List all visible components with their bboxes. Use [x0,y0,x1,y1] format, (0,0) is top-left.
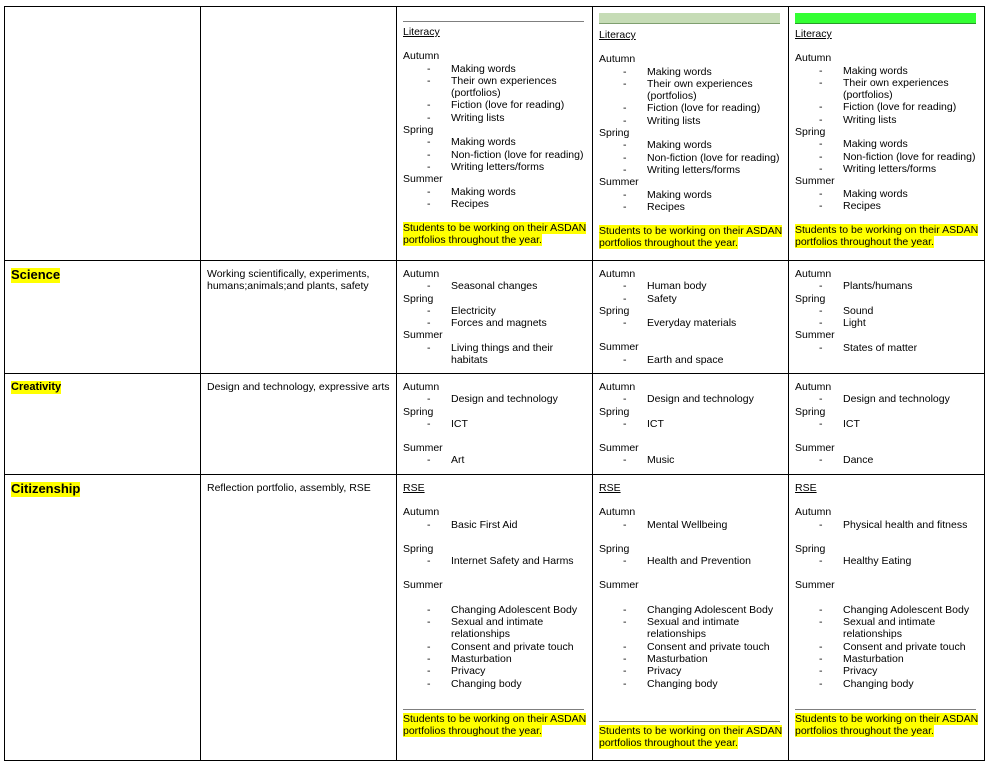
list-item: - Changing Adolescent Body [623,603,774,616]
year-cell [593,261,789,374]
term-label: Summer [795,175,835,188]
list-item: - Masturbation [819,652,904,665]
subject-cell [5,374,201,475]
description-cell [201,261,397,374]
year-cell [789,7,985,261]
list-item: - Non-fiction (love for reading) [427,148,584,161]
year-cell [789,475,985,761]
list-item: - Privacy [819,665,878,678]
table-row [5,475,985,761]
section-heading: Literacy [403,26,440,38]
term-label: Summer [599,341,639,354]
divider [403,21,584,22]
list-item: - Sound [819,304,874,317]
subject-cell [5,475,201,761]
list-item: - Writing lists [427,111,505,124]
subject-cell [5,261,201,374]
year-cell [397,475,593,761]
term-label: Summer [599,579,639,592]
term-label: Summer [599,442,639,455]
list-item: - Changing body [819,677,914,690]
term-label: Spring [403,542,434,555]
list-item: - Recipes [819,199,881,212]
term-label: Autumn [795,506,832,519]
list-item: - Living things and their habitats [427,341,554,367]
term-label: Spring [403,405,434,418]
year-cell [397,374,593,475]
list-item: - Making words [623,188,712,201]
list-item: - Privacy [623,665,682,678]
term-label: Spring [599,405,630,418]
list-item: - Light [819,317,866,330]
list-item: - Design and technology [427,393,558,406]
term-label: Spring [795,405,826,418]
list-item: - Making words [819,138,908,151]
list-item: - Masturbation [623,652,708,665]
section-heading: RSE [403,482,425,494]
list-item: - Changing Adolescent Body [819,603,970,616]
divider [403,709,584,710]
list-item: - Changing body [623,677,718,690]
term-label: Autumn [403,506,440,519]
header-bar [599,13,780,24]
subject-description: Design and technology, expressive arts [207,381,390,393]
subject-description: Reflection portfolio, assembly, RSE [207,482,371,494]
list-item: - Consent and private touch [623,640,770,653]
year-cell [593,374,789,475]
list-item: - Design and technology [819,393,950,406]
list-item: - Writing lists [623,114,701,127]
list-item: - ICT [427,417,468,430]
term-label: Autumn [599,53,636,66]
list-item: - Sexual and intimate relationships [623,616,740,641]
list-item: - Making words [819,64,908,77]
list-item: - Making words [623,65,712,78]
list-item: - Electricity [427,304,496,317]
subject-title: Science [11,267,61,282]
table-row [5,261,985,374]
list-item: - Writing letters/forms [819,162,937,175]
list-item: - Art [427,454,465,467]
list-item: - Fiction (love for reading) [427,99,565,112]
term-label: Autumn [599,506,636,519]
list-item: - Fiction (love for reading) [819,101,957,114]
list-item: - Masturbation [427,652,512,665]
term-label: Spring [795,542,826,555]
term-label: Spring [599,304,630,317]
list-item: - Recipes [623,200,685,213]
term-label: Spring [403,124,434,137]
term-label: Autumn [403,50,440,63]
term-label: Autumn [795,381,832,393]
section-heading: RSE [599,482,621,494]
term-label: Summer [795,329,835,342]
list-item: - Recipes [427,197,489,210]
portfolio-note: Students to be working on their ASDAN portfolios throughout the year. [795,712,979,738]
list-item: - Fiction (love for reading) [623,102,761,115]
list-item: - Their own experiences (portfolios) [623,77,753,103]
portfolio-note: Students to be working on their ASDAN portfolios throughout the year. [599,225,783,250]
year-cell [789,261,985,374]
term-label: Spring [599,542,630,555]
section-heading: Literacy [795,28,832,40]
description-cell [201,374,397,475]
subject-title: Citizenship [11,481,81,496]
list-item: - ICT [819,417,860,430]
term-label: Spring [795,292,826,305]
list-item: - Earth and space [623,353,724,366]
year-cell [397,7,593,261]
term-label: Summer [599,176,639,189]
list-item: - Physical health and fitness [819,518,968,531]
list-item: - Plants/humans [819,280,913,293]
table-row [5,7,985,261]
portfolio-note: Students to be working on their ASDAN portfolios throughout the year. [403,712,587,738]
subject-cell [5,7,201,261]
term-label: Autumn [795,52,832,65]
year-cell [593,7,789,261]
term-label: Summer [403,579,443,592]
list-item: - Mental Wellbeing [623,518,728,531]
list-item: - Making words [427,136,516,149]
term-label: Summer [403,173,443,186]
list-item: - Sexual and intimate relationships [427,616,544,641]
list-item: - Privacy [427,665,486,678]
list-item: - Human body [623,280,707,293]
section-heading: RSE [795,482,817,494]
term-label: Summer [795,442,835,455]
term-label: Spring [795,126,826,139]
list-item: - Consent and private touch [427,640,574,653]
curriculum-table [4,6,985,761]
list-item: - Sexual and intimate relationships [819,616,936,641]
list-item: - Writing lists [819,113,897,126]
subject-title: Creativity [11,381,62,393]
year-cell [593,475,789,761]
divider [795,709,976,710]
list-item: - Making words [819,187,908,200]
list-item: - Basic First Aid [427,518,518,531]
portfolio-note: Students to be working on their ASDAN portfolios throughout the year. [403,222,587,247]
list-item: - Design and technology [623,393,754,406]
list-item: - Dance [819,454,874,467]
subject-description: Working scientifically, experiments, humans;animals;and plants, safety [207,268,370,292]
list-item: - Healthy Eating [819,555,912,568]
term-label: Summer [403,442,443,455]
list-item: - Non-fiction (love for reading) [819,150,976,163]
list-item: - Non-fiction (love for reading) [623,151,780,164]
list-item: - States of matter [819,341,918,354]
section-heading: Literacy [599,29,636,41]
list-item: - ICT [623,417,664,430]
list-item: - Writing letters/forms [427,160,545,173]
table-row [5,374,985,475]
year-cell [789,374,985,475]
list-item: - Forces and magnets [427,317,547,330]
portfolio-note: Students to be working on their ASDAN portfolios throughout the year. [795,224,979,249]
list-item: - Making words [623,139,712,152]
term-label: Autumn [599,381,636,393]
term-label: Autumn [599,268,636,280]
list-item: - Making words [427,62,516,75]
list-item: - Their own experiences (portfolios) [819,76,949,102]
list-item: - Internet Safety and Harms [427,555,574,568]
list-item: - Seasonal changes [427,280,538,293]
list-item: - Changing Adolescent Body [427,603,578,616]
term-label: Spring [599,127,630,140]
portfolio-note: Students to be working on their ASDAN portfolios throughout the year. [599,724,783,750]
list-item: - Making words [427,185,516,198]
list-item: - Safety [623,292,677,305]
description-cell [201,475,397,761]
list-item: - Their own experiences (portfolios) [427,74,557,100]
list-item: - Music [623,454,675,467]
divider [599,721,780,722]
term-label: Autumn [795,268,832,280]
description-cell [201,7,397,261]
term-label: Spring [403,292,434,305]
list-item: - Everyday materials [623,317,737,330]
term-label: Autumn [403,268,440,280]
term-label: Autumn [403,381,440,393]
year-cell [397,261,593,374]
list-item: - Writing letters/forms [623,163,741,176]
term-label: Summer [403,329,443,342]
term-label: Summer [795,579,835,592]
header-bar [795,13,976,24]
list-item: - Changing body [427,677,522,690]
list-item: - Consent and private touch [819,640,966,653]
list-item: - Health and Prevention [623,555,751,568]
